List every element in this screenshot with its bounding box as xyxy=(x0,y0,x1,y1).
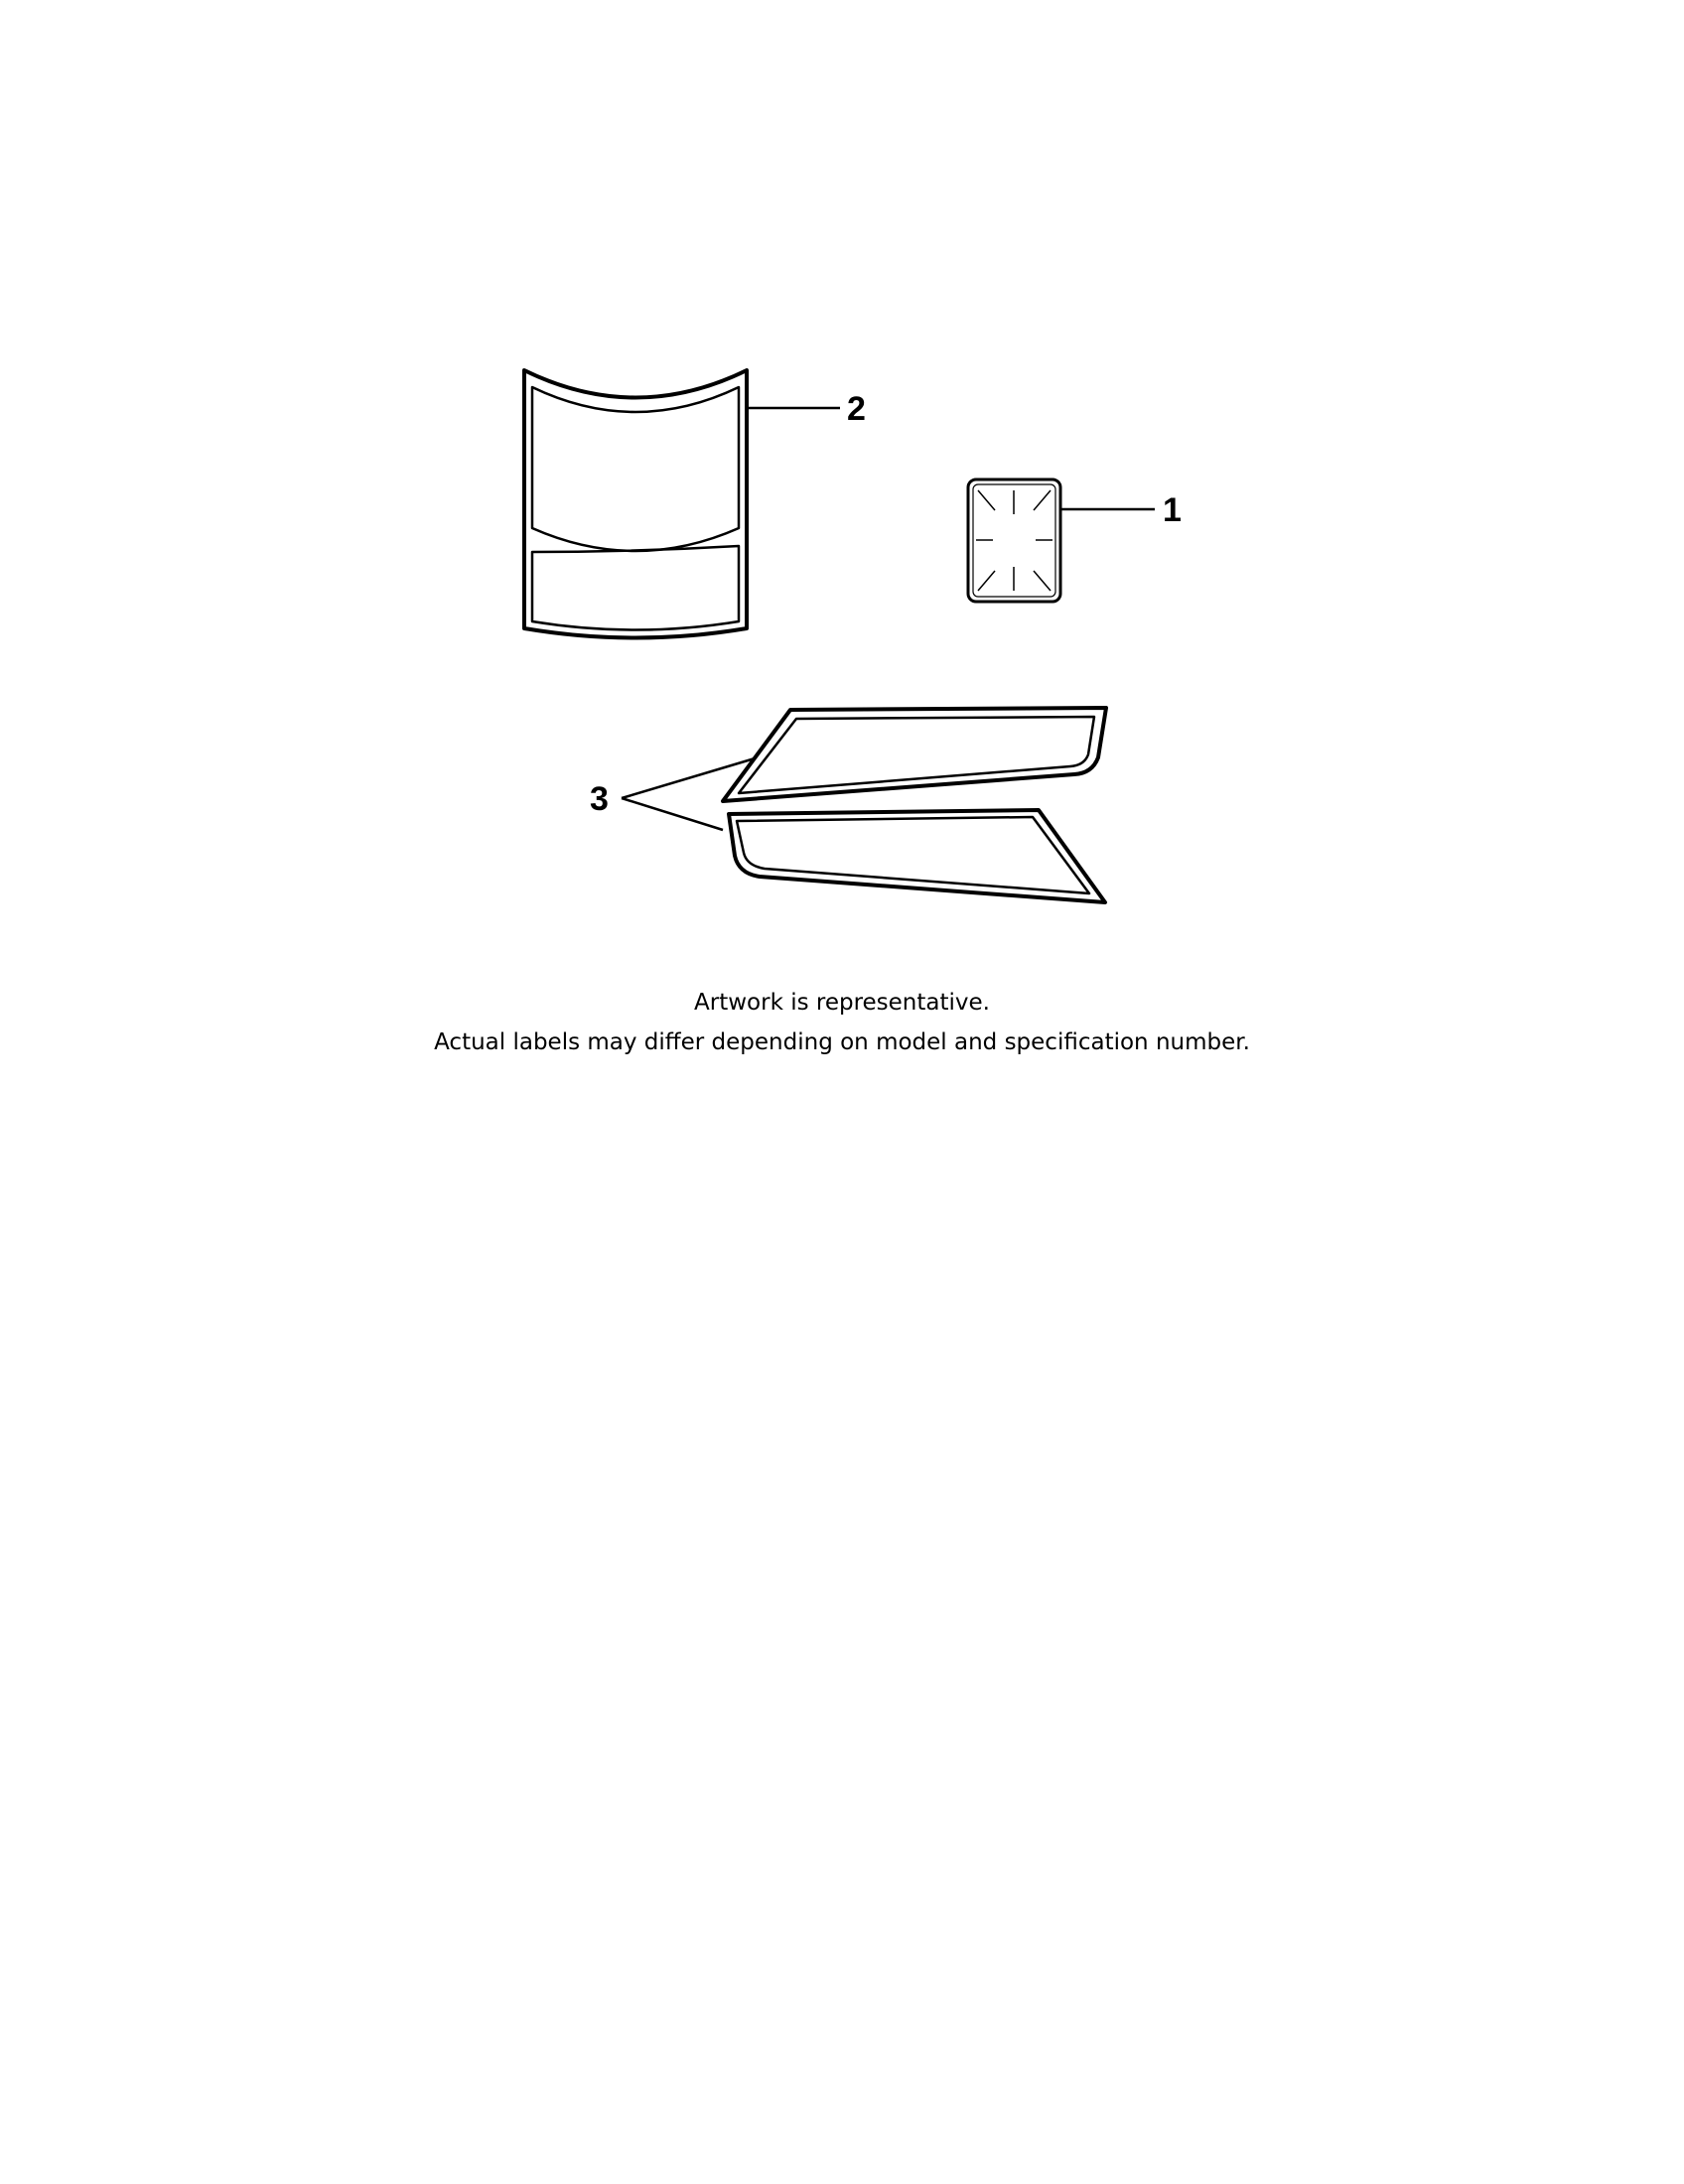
part-1-tick-marks xyxy=(976,490,1052,591)
callout-number-3: 3 xyxy=(590,780,609,818)
callout-number-2: 2 xyxy=(847,390,866,428)
part-3-leader-line-upper xyxy=(622,758,755,798)
part-3-labels-illustration xyxy=(622,708,1106,902)
callout-number-1: 1 xyxy=(1163,491,1182,529)
caption-model-note: Actual labels may differ depending on model and specification number. xyxy=(434,1029,1250,1055)
part-3-upper-label-inner xyxy=(739,717,1094,793)
part-2-lower-panel xyxy=(532,546,739,630)
part-3-lower-label-outer xyxy=(729,810,1105,902)
part-3-upper-label-outer xyxy=(723,708,1106,801)
part-2-outer-border xyxy=(524,370,747,638)
part-2-label-illustration xyxy=(524,370,840,638)
part-2-upper-panel xyxy=(532,387,739,551)
part-3-leader-line-lower xyxy=(622,798,723,830)
part-3-lower-label-inner xyxy=(737,817,1089,893)
caption-artwork-note: Artwork is representative. xyxy=(694,990,990,1016)
part-1-label-illustration xyxy=(968,479,1155,602)
